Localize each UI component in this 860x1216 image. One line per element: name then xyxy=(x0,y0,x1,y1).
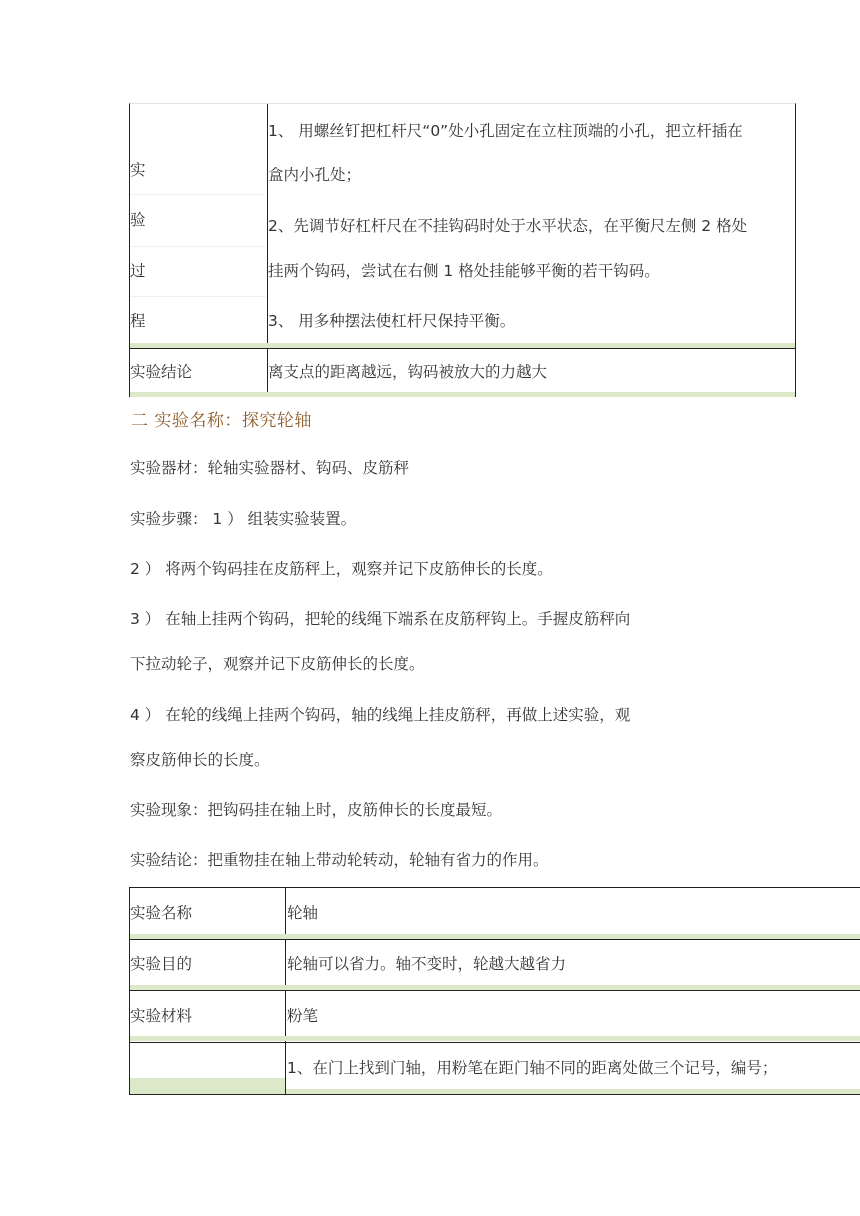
row-divider xyxy=(130,1042,860,1043)
faint-divider xyxy=(130,296,266,297)
row-label: 实验材料 xyxy=(130,1007,193,1025)
phenomenon-text: 实验现象：把钩码挂在轴上时，皮筋伸长的长度最短。 xyxy=(130,801,503,819)
row-band xyxy=(130,1078,285,1094)
row-value: 粉笔 xyxy=(287,1007,319,1025)
conclusion-label: 实验结论 xyxy=(130,363,193,381)
row-label: 实验名称 xyxy=(130,904,193,922)
step-text: 3 ） 在轴上挂两个钩码，把轮的线绳下端系在皮筋秤钩上。手握皮筋秤向 xyxy=(130,610,631,628)
process-line: 3、 用多种摆法使杠杆尺保持平衡。 xyxy=(268,312,516,330)
process-line: 盒内小孔处； xyxy=(268,166,362,184)
conclusion-value: 离支点的距离越远，钩码被放大的力越大 xyxy=(268,363,548,381)
row-band xyxy=(130,392,795,397)
row-band xyxy=(130,934,860,939)
process-line: 1、 用螺丝钉把杠杆尺“0”处小孔固定在立柱顶端的小孔，把立杆插在 xyxy=(268,122,743,140)
step-text: 察皮筋伸长的长度。 xyxy=(130,751,270,769)
equipment-text: 实验器材：轮轴实验器材、钩码、皮筋秤 xyxy=(130,459,410,477)
row-band xyxy=(286,1089,860,1094)
step-text: 2 ） 将两个钩码挂在皮筋秤上，观察并记下皮筋伸长的长度。 xyxy=(130,560,553,578)
conclusion-text: 实验结论：把重物挂在轴上带动轮转动，轮轴有省力的作用。 xyxy=(130,851,549,869)
step-text: 下拉动轮子，观察并记下皮筋伸长的长度。 xyxy=(130,655,425,673)
row-value: 轮轴可以省力。轴不变时，轮越大越省力 xyxy=(287,955,567,973)
row-band xyxy=(130,1036,860,1041)
row-divider xyxy=(130,348,795,349)
process-line: 2、先调节好杠杆尺在不挂钩码时处于水平状态，在平衡尺左侧 2 格处 xyxy=(268,217,748,235)
row-divider xyxy=(130,939,860,940)
process-label-char: 验 xyxy=(130,211,146,229)
section-heading: 二 实验名称：探究轮轴 xyxy=(131,411,312,431)
row-band xyxy=(130,343,795,348)
process-label-char: 实 xyxy=(130,161,146,179)
process-label-char: 过 xyxy=(130,262,146,280)
row-value: 轮轴 xyxy=(287,904,319,922)
process-table xyxy=(129,103,796,397)
faint-divider xyxy=(130,246,266,247)
row-divider xyxy=(130,990,860,991)
column-divider xyxy=(285,888,286,1094)
experiment-table xyxy=(129,887,860,1095)
column-divider xyxy=(267,104,268,396)
process-line: 挂两个钩码，尝试在右侧 1 格处挂能够平衡的若干钩码。 xyxy=(268,262,660,280)
row-band xyxy=(130,985,860,990)
row-label: 实验目的 xyxy=(130,955,193,973)
step-text: 4 ） 在轮的线绳上挂两个钩码，轴的线绳上挂皮筋秤，再做上述实验，观 xyxy=(130,706,631,724)
process-label-char: 程 xyxy=(130,312,146,330)
step-text: 实验步骤： 1 ） 组装实验装置。 xyxy=(130,510,357,528)
row-value: 1、在门上找到门轴，用粉笔在距门轴不同的距离处做三个记号，编号； xyxy=(287,1059,778,1077)
faint-divider xyxy=(130,194,266,195)
